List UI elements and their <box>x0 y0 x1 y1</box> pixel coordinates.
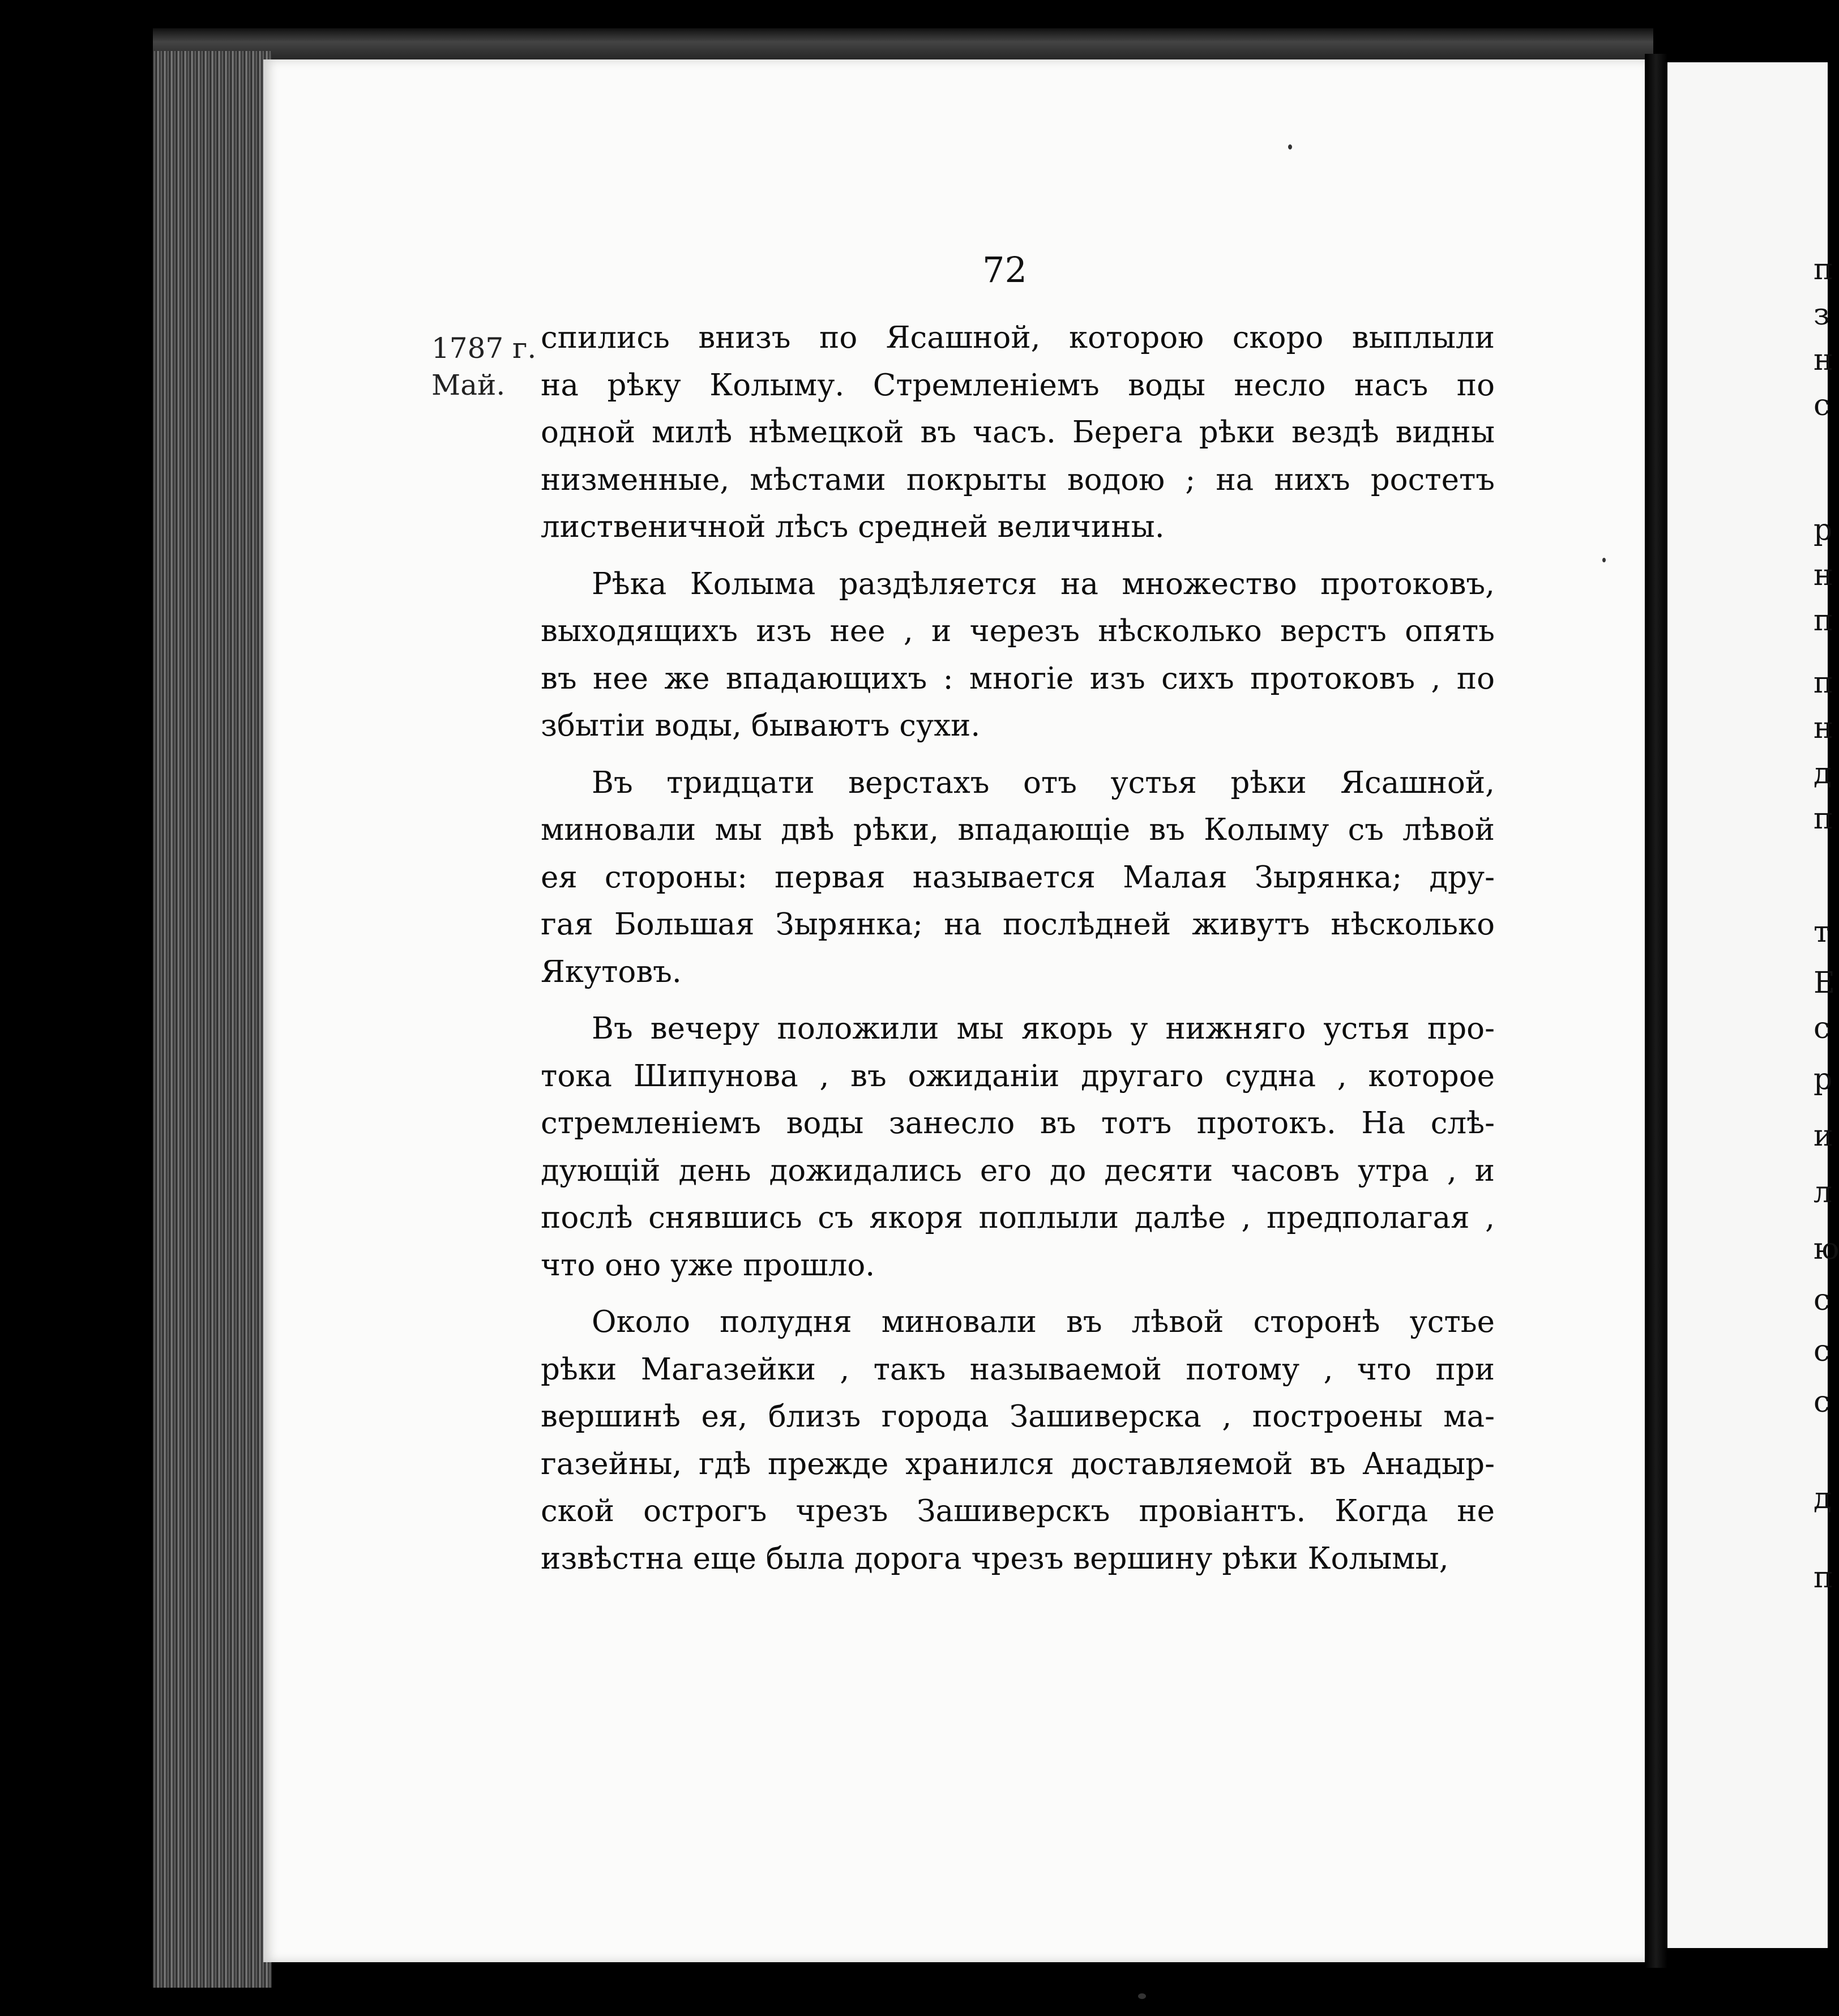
text-line: спились внизъ по Ясашной, которою скоро выплыли <box>541 321 1495 355</box>
facing-page-letter: п <box>1814 604 1833 638</box>
paragraph <box>541 314 1495 551</box>
facing-page-letter: с <box>1814 1334 1831 1368</box>
text-line: послѣ снявшись съ якоря поплыли далѣе , предполагая , <box>541 1201 1495 1235</box>
facing-page-letter: л <box>1814 1176 1833 1210</box>
text-line: рѣки Магазейки , такъ называемой потому , что при <box>541 1352 1495 1387</box>
text-line: Въ тридцати верстахъ отъ устья рѣки Ясашной, <box>592 765 1495 800</box>
facing-page-letter: с <box>1814 1283 1831 1317</box>
facing-page-letter: н <box>1814 558 1833 592</box>
text-line: миновали мы двѣ рѣки, впадающіе въ Колыму съ лѣвой <box>541 813 1495 847</box>
text-line: вершинѣ ея, близъ города Зашиверска , построены ма- <box>541 1399 1495 1434</box>
book-gutter <box>1645 54 1667 1968</box>
facing-page-letter: д <box>1814 757 1832 791</box>
facing-page-letter: п <box>1814 802 1833 836</box>
text-line: Якутовъ. <box>541 954 682 989</box>
text-line: стремленіемъ воды занесло въ тотъ протокъ. На слѣ- <box>541 1106 1495 1141</box>
text-line: выходящихъ изъ нее , и черезъ нѣсколько верстъ опять <box>541 614 1495 648</box>
facing-page-edge <box>1667 62 1839 1948</box>
scan-speck <box>1602 558 1606 562</box>
page-block-side-edges <box>153 51 272 1988</box>
margin-note-month: Май. <box>431 369 506 402</box>
facing-page-letter: и <box>1814 1119 1833 1153</box>
facing-page-letter: з <box>1814 298 1830 332</box>
margin-note-year: 1787 г. <box>431 332 537 365</box>
text-line: на рѣку Колыму. Стремленіемъ воды несло насъ по <box>541 368 1495 403</box>
facing-page-letter: п <box>1814 253 1833 287</box>
facing-page-letter: н <box>1814 711 1833 745</box>
text-line: одной милѣ нѣмецкой въ часъ. Берега рѣки вездѣ видны <box>541 415 1495 450</box>
facing-page-letter: н <box>1814 343 1833 377</box>
body-text <box>541 314 1495 1592</box>
text-line: гая Большая Зырянка; на послѣдней живутъ нѣсколько <box>541 907 1495 942</box>
text-line: збытіи воды, бываютъ сухи. <box>541 708 981 743</box>
facing-page-letter: с <box>1814 1011 1831 1045</box>
text-line: Около полудня миновали въ лѣвой сторонѣ устье <box>592 1305 1495 1339</box>
scan-speck <box>1138 1993 1146 1999</box>
paragraph <box>541 1005 1495 1289</box>
facing-page-letter: п <box>1814 666 1833 700</box>
text-line: низменные, мѣстами покрыты водою ; на нихъ ростетъ <box>541 462 1495 497</box>
facing-page-letter: Е <box>1814 966 1835 1000</box>
facing-page-letter: ю <box>1814 1232 1839 1266</box>
text-line: извѣстна еще была дорога чрезъ вершину рѣки Колымы, <box>541 1541 1449 1576</box>
facing-page-letter: т <box>1814 915 1830 949</box>
facing-page-letter: с <box>1814 388 1831 422</box>
facing-page-letter: с <box>1814 1385 1831 1419</box>
scan-speck <box>1288 144 1292 150</box>
paragraph <box>541 759 1495 996</box>
facing-page-letter: д <box>1814 1481 1832 1515</box>
facing-page-letter: п <box>1814 1561 1833 1595</box>
paragraph <box>541 1299 1495 1582</box>
text-line: ея стороны: первая называется Малая Зырянка; дру- <box>541 860 1495 895</box>
text-line: ской острогъ чрезъ Зашиверскъ провіантъ. Когда не <box>541 1494 1495 1528</box>
text-line: дующій день дожидались его до десяти часовъ утра , и <box>541 1153 1495 1188</box>
text-line: Рѣка Колыма раздѣляется на множество протоковъ, <box>592 566 1495 601</box>
text-line: тока Шипунова , въ ожиданіи другаго судна , которое <box>541 1058 1495 1094</box>
paragraph <box>541 561 1495 750</box>
facing-page-letter: р <box>1814 513 1833 547</box>
page-block-top-edge <box>153 28 1653 62</box>
page-number: 72 <box>982 249 1027 291</box>
text-line: что оно уже прошло. <box>541 1248 875 1283</box>
text-line: газейны, гдѣ прежде хранился доставляемой въ Анадыр- <box>541 1446 1495 1481</box>
facing-page-letter: р <box>1814 1062 1833 1096</box>
text-line: въ нее же впадающихъ : многіе изъ сихъ протоковъ , по <box>541 661 1495 696</box>
text-line: Въ вечеру положили мы якорь у нижняго устья про- <box>592 1011 1495 1046</box>
text-line: лиственичной лѣсъ средней величины. <box>541 510 1165 544</box>
